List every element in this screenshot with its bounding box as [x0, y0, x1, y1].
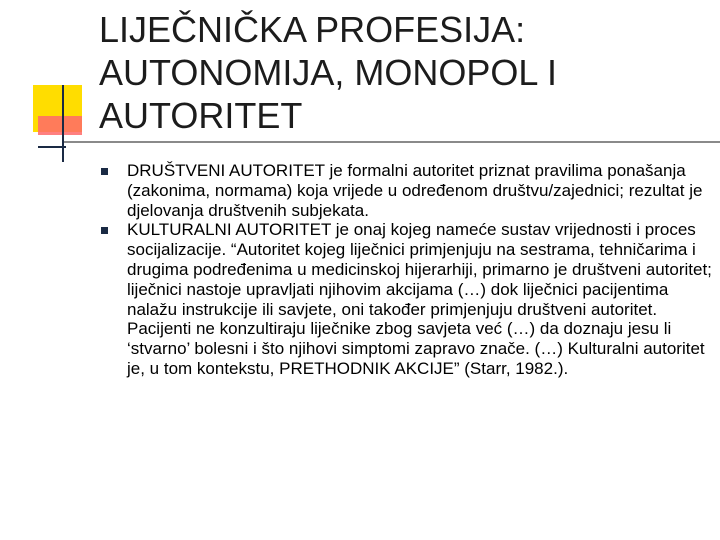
square-bullet-icon — [101, 227, 108, 234]
logo-pink-bar — [38, 116, 82, 135]
bullet-list — [127, 161, 713, 379]
slide-title-line-2: AUTONOMIJA, MONOPOL I — [99, 52, 558, 93]
bullet-item-kulturalni-autoritet — [127, 220, 713, 378]
bullet-text: KULTURALNI AUTORITET je onaj kojeg nameće sustav vrijednosti i proces socijalizacije. “Autoritet kojeg liječnici primjenjuju na sestrama, tehničarima i drugima podređenima u medicinskoj hijerarhiji, primarno je društveni autoritet; liječnici nastoje upravljati njihovim akcijama (…) dok liječnici pacijentima nalažu instrukcije ili savjete, oni također primjenjuju društveni autoritet. Pacijenti ne konzultiraju liječnike zbog savjeta već (…) da doznaju jesu li ‘stvarno’ bolesni i što njihovi simptomi zapravo znače. (…) Kulturalni autoritet je, u tom kontekstu, PRETHODNIK AKCIJE” (Starr, 1982.). — [127, 220, 712, 378]
slide-title-line-1: LIJEČNIČKA PROFESIJA: — [99, 9, 526, 50]
slide-title-line-3: AUTORITET — [99, 95, 303, 136]
slide-title — [99, 8, 699, 137]
bullet-item-drustveni-autoritet — [127, 161, 713, 220]
logo-vertical-line — [62, 85, 64, 162]
title-underline-rule — [64, 141, 720, 143]
square-bullet-icon — [101, 168, 108, 175]
logo-short-horizontal-line — [38, 146, 66, 148]
bullet-text: DRUŠTVENI AUTORITET je formalni autoritet priznat pravilima ponašanja (zakonima, normama) koja vrijede u određenom društvu/zajednici; rezultat je djelovanja društvenih subjekata. — [127, 161, 703, 220]
